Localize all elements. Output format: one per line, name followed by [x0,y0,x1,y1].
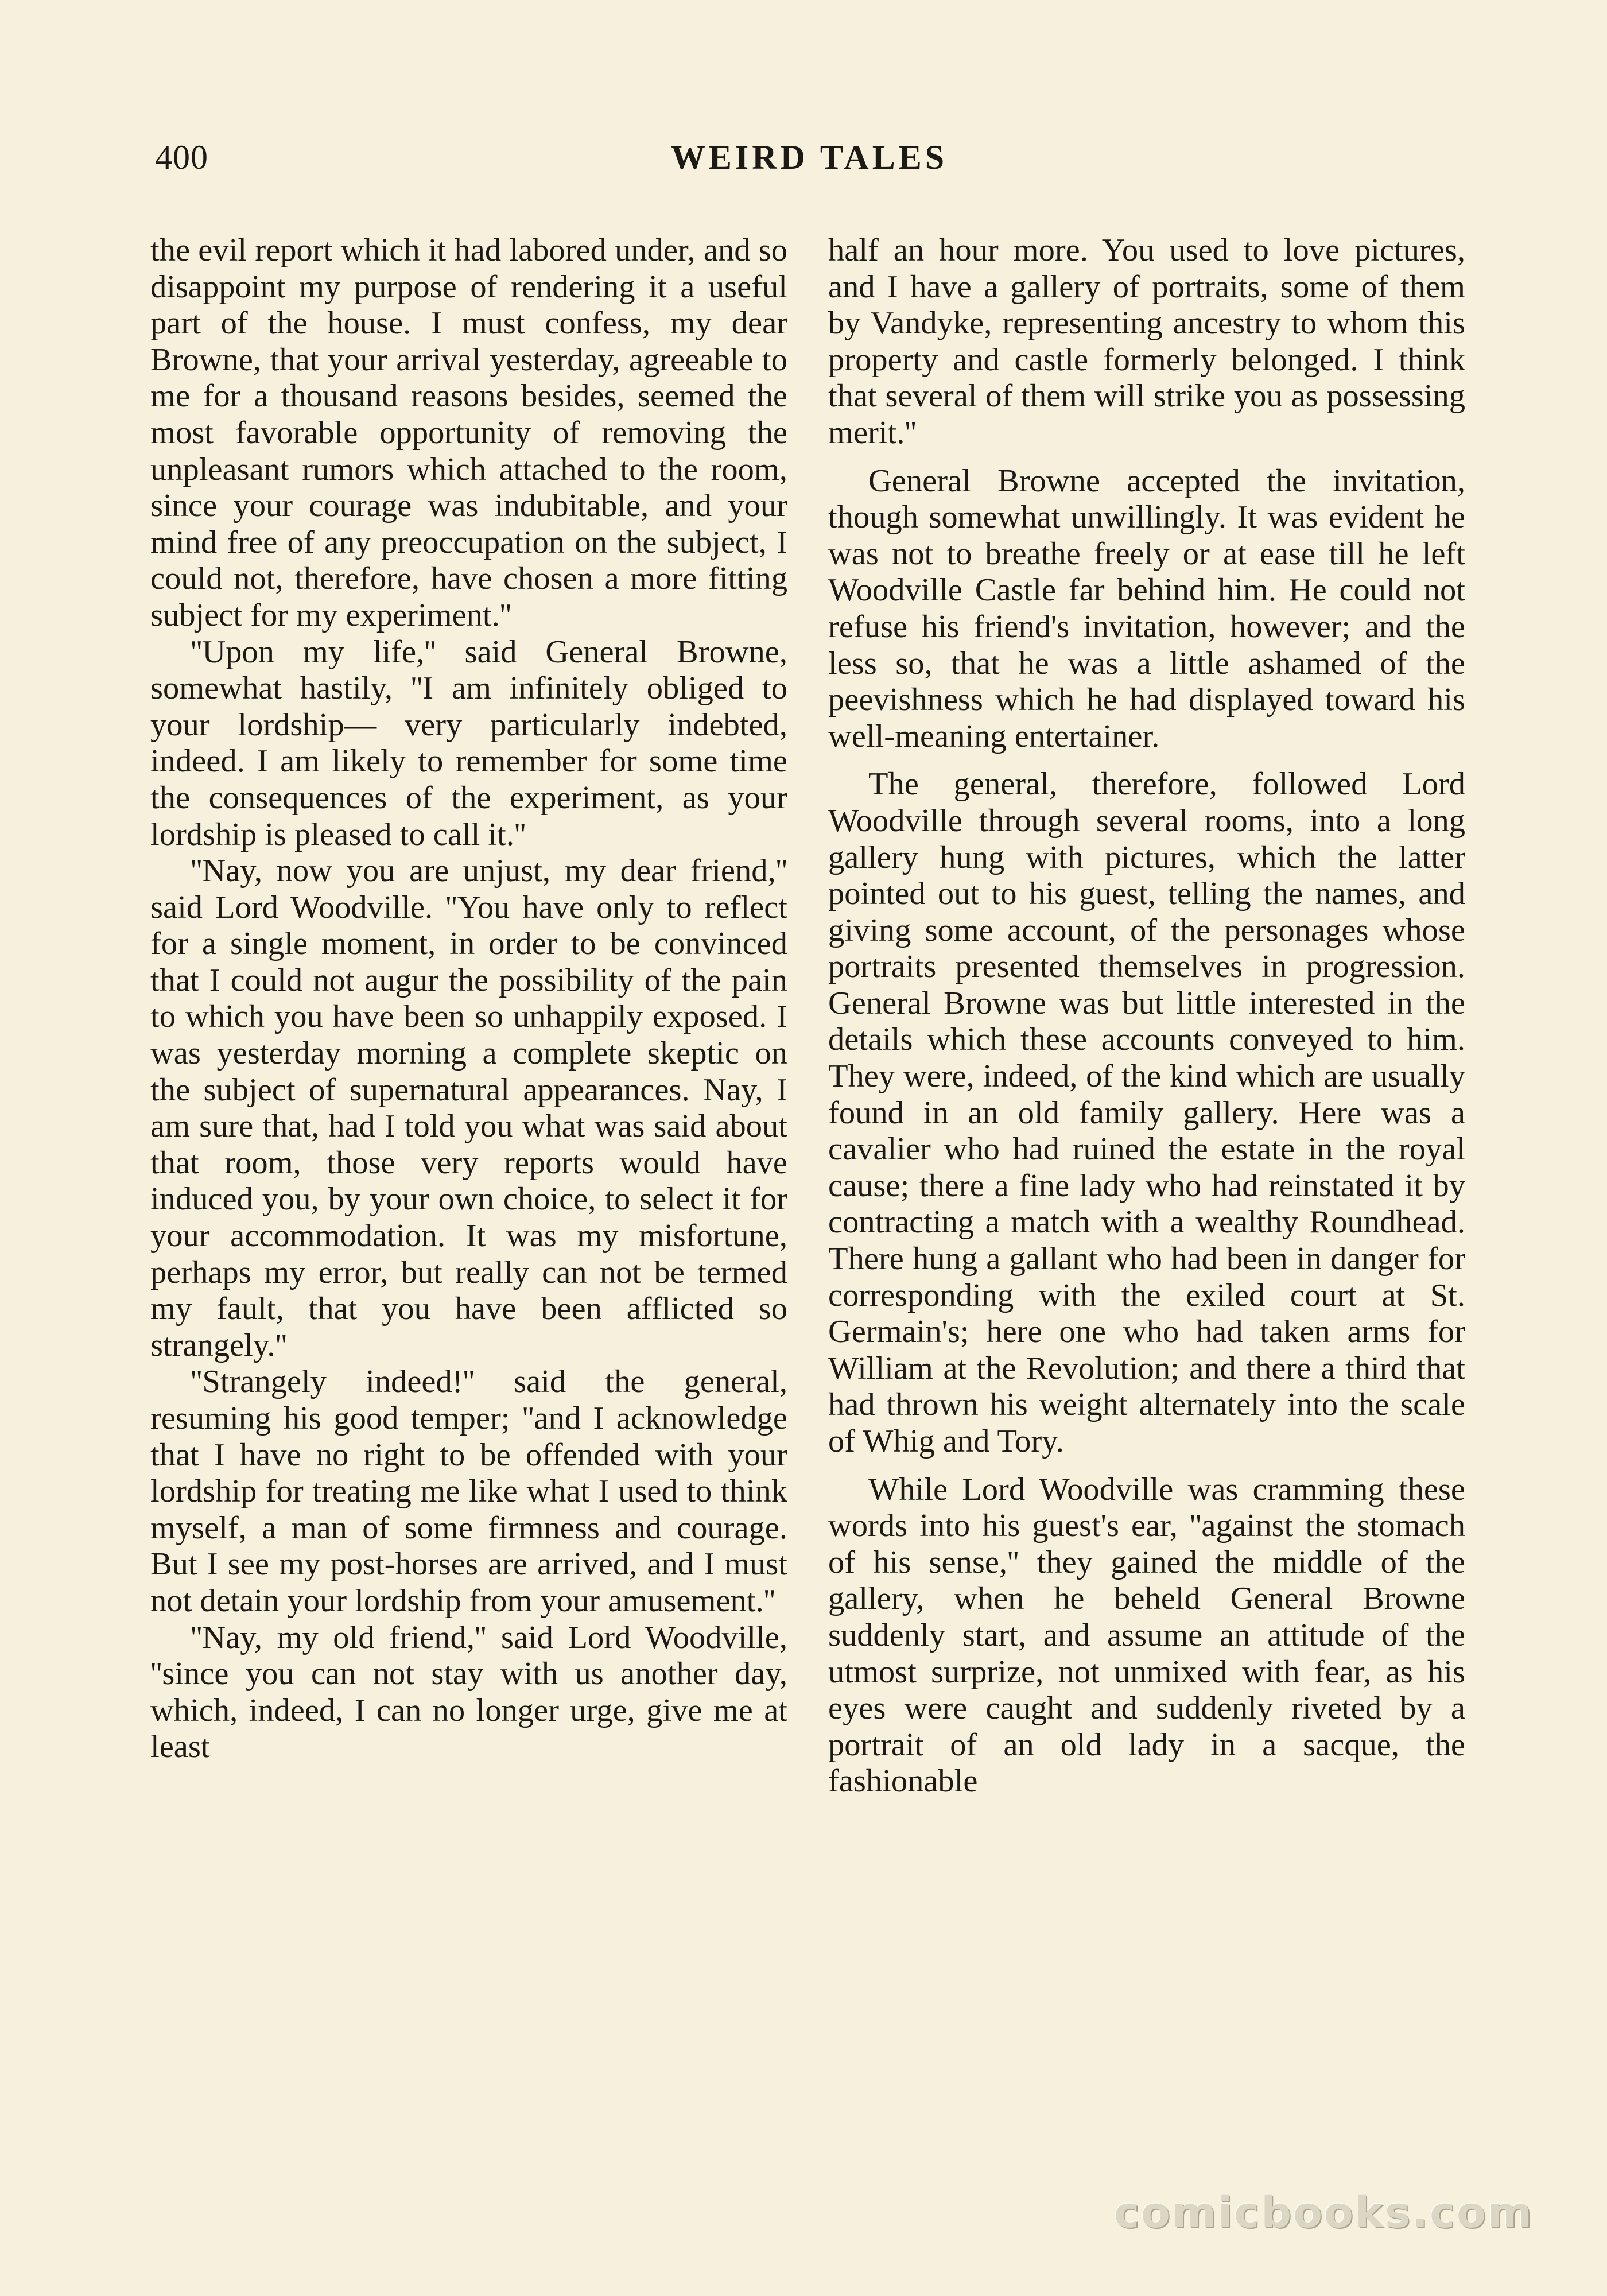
paragraph: The general, therefore, followed Lord Woodville through several rooms, into a long gallery hung with pictures, which the latter pointed out to his guest, telling the names, and giving some account, of the personages whose portraits presented themselves in progression. General Browne was but little interested in the details which these accounts conveyed to him. They were, indeed, of the kind which are usually found in an old family gallery. Here was a cavalier who had ruined the estate in the royal cause; there a fine lady who had reinstated it by contracting a match with a wealthy Roundhead. There hung a gallant who had been in danger for corresponding with the exiled court at St. Germain's; here one who had taken arms for William at the Revolution; and there a third that had thrown his weight alternately into the scale of Whig and Tory. [828,766,1465,1459]
paragraph: ''Nay, now you are unjust, my dear friend,'' said Lord Woodville. ''You have only to reflect for a single moment, in order to be convinced that I could not augur the possibility of the pain to which you have been so unhappily exposed. I was yesterday morning a complete skeptic on the subject of supernatural appearances. Nay, I am sure that, had I told you what was said about that room, those very reports would have induced you, by your own choice, to select it for your accommodation. It was my misfortune, perhaps my error, but really can not be termed my fault, that you have been afflicted so strangely.'' [150,853,787,1363]
paragraph: While Lord Woodville was cramming these words into his guest's ear, ''against the stomach of his sense,'' they gained the middle of the gallery, when he beheld General Browne suddenly start, and assume an attitude of the utmost surprize, not unmixed with fear, as his eyes were caught and suddenly riveted by a portrait of an old lady in a sacque, the fashionable [828,1471,1465,1799]
paragraph: General Browne accepted the invitation, though somewhat unwillingly. It was evident he was not to breathe freely or at ease till he left Woodville Castle far behind him. He could not refuse his friend's invitation, however; and the less so, that he was a little ashamed of the peevishness which he had displayed toward his well-meaning entertainer. [828,463,1465,754]
paragraph: ''Nay, my old friend,'' said Lord Woodville, ''since you can not stay with us another day, which, indeed, I can no longer urge, give me at least [150,1619,787,1765]
paragraph: ''Upon my life,'' said General Browne, somewhat hastily, ''I am infinitely obliged to your lordship— very particularly indebted, indeed. I am likely to remember for some time the consequences of the experiment, as your lordship is pleased to call it.'' [150,634,787,852]
text-column-left [150,232,787,1766]
text-column-right [828,232,1465,1800]
paragraph: the evil report which it had labored under, and so disappoint my purpose of rendering it a useful part of the house. I must confess, my dear Browne, that your arrival yesterday, agreeable to me for a thousand reasons besides, seemed the most favorable opportunity of removing the unpleasant rumors which attached to the room, since your courage was indubitable, and your mind free of any preoccupation on the subject, I could not, therefore, have chosen a more fitting subject for my experiment.'' [150,232,787,633]
running-header [155,138,1464,189]
page-number: 400 [155,138,208,176]
watermark: comicbooks.com [1114,2188,1534,2237]
paragraph: half an hour more. You used to love pictures, and I have a gallery of portraits, some of them by Vandyke, representing ancestry to whom this property and castle formerly belonged. I think that several of them will strike you as possessing merit.'' [828,232,1465,451]
paragraph: ''Strangely indeed!'' said the general, resuming his good temper; ''and I acknowledge that I have no right to be offended with your lordship for treating me like what I used to think myself, a man of some firmness and courage. But I see my post-horses are arrived, and I must not detain your lordship from your amusement.'' [150,1364,787,1619]
magazine-title: WEIRD TALES [670,138,948,176]
